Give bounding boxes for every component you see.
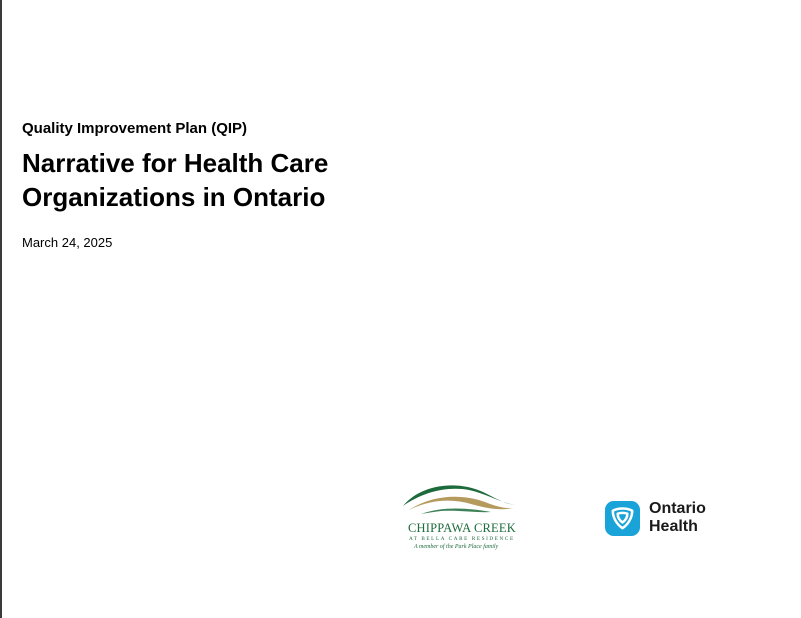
- document-title: [22, 146, 442, 214]
- chippawa-swoosh-icon: [399, 480, 517, 520]
- chippawa-creek-logo: [397, 480, 521, 556]
- document-title-line-1: Narrative for Health Care: [22, 148, 329, 178]
- chippawa-logo-name: CHIPPAWA CREEK: [408, 521, 516, 535]
- ontario-health-logo: [605, 500, 725, 540]
- page-left-border: [0, 0, 2, 618]
- trillium-icon: [605, 501, 640, 536]
- ontario-health-line-1: Ontario: [649, 500, 706, 517]
- chippawa-logo-subline: AT BELLA CARE RESIDENCE: [409, 536, 515, 542]
- document-title-line-2: Organizations in Ontario: [22, 182, 326, 212]
- ontario-health-line-2: Health: [649, 518, 698, 535]
- document-date: March 24, 2025: [22, 235, 113, 250]
- document-subtitle: Quality Improvement Plan (QIP): [22, 120, 248, 137]
- chippawa-logo-tagline: A member of the Park Place family: [414, 544, 499, 550]
- ontario-health-wordmark: [649, 500, 706, 536]
